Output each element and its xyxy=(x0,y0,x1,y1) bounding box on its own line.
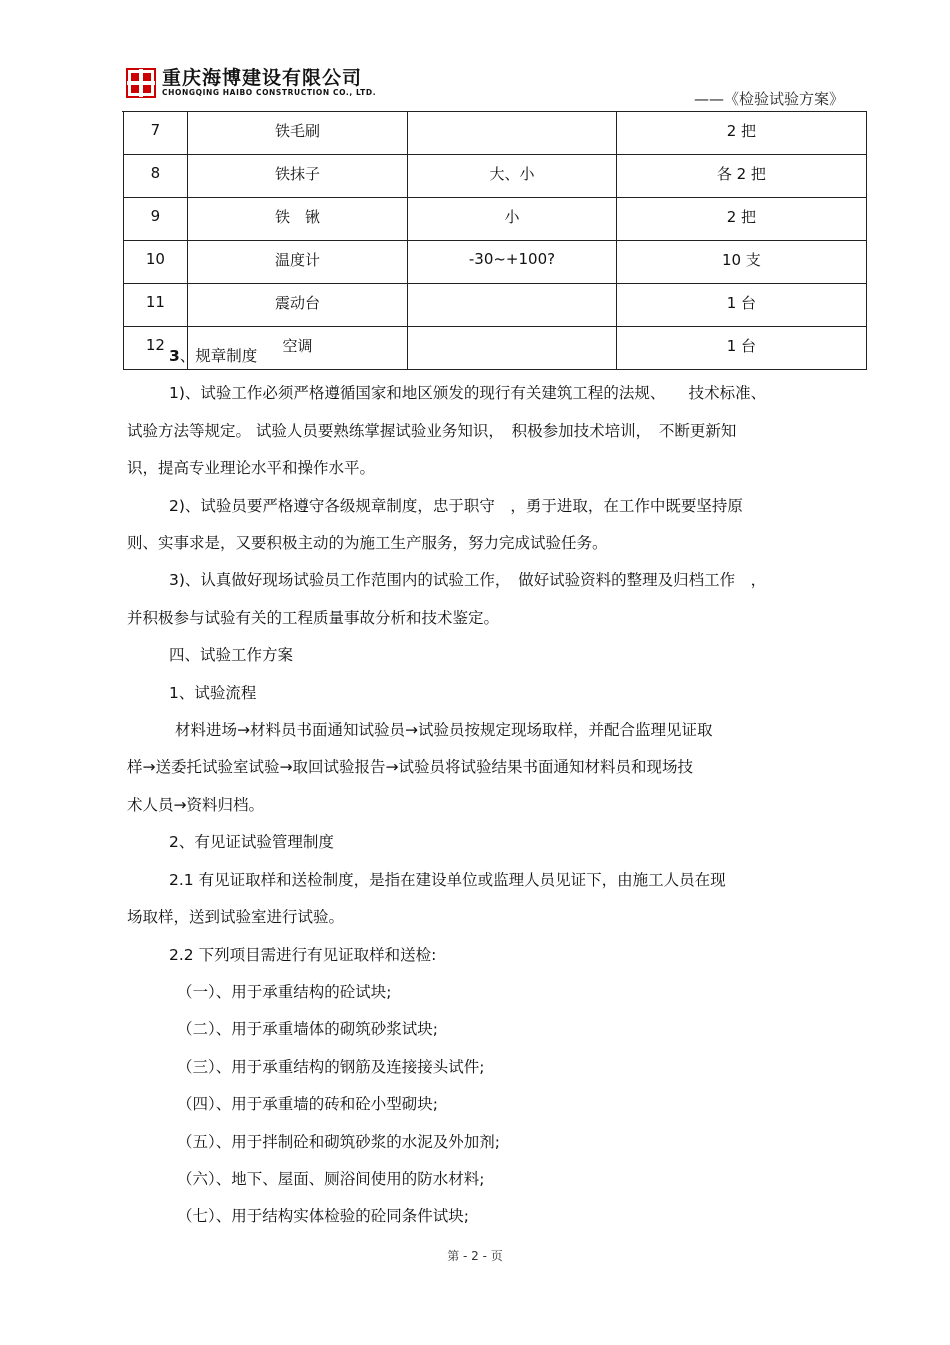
table-cell-name: 震动台 xyxy=(187,284,407,327)
paragraph-line: 则、实事求是，又要积极主动的为施工生产服务，努力完成试验任务。 xyxy=(127,534,608,553)
table-cell-quantity: 1 台 xyxy=(616,327,866,370)
section-heading xyxy=(127,338,851,375)
paragraph-line: 3)、认真做好现场试验员工作范围内的试验工作， 做好试验资料的整理及归档工作 ， xyxy=(169,571,767,590)
document-body xyxy=(127,338,851,1236)
table-row xyxy=(124,198,867,241)
table-cell-quantity: 1 台 xyxy=(616,284,866,327)
table-cell-spec: 大、小 xyxy=(408,155,617,198)
document-title: ——《检验试验方案》 xyxy=(693,90,844,108)
company-name-cn: 重庆海博建设有限公司 xyxy=(162,67,363,89)
subsection-heading: 1、试验流程 xyxy=(169,683,257,702)
table-cell-index: 7 xyxy=(124,112,188,155)
table-row xyxy=(124,284,867,327)
company-logo-icon xyxy=(126,68,156,98)
list-item: （七）、用于结构实体检验的砼同条件试块; xyxy=(177,1207,469,1226)
paragraph-line: 术人员→资料归档。 xyxy=(127,795,264,814)
section-heading: 四、试验工作方案 xyxy=(169,646,294,665)
table-cell-name: 铁 锹 xyxy=(187,198,407,241)
paragraph-line: 材料进场→材料员书面通知试验员→试验员按规定现场取样，并配合监理见证取 xyxy=(175,721,713,740)
paragraph-line: 试验方法等规定。 试验人员要熟练掌握试验业务知识， 积极参加技术培训， 不断更新知 xyxy=(127,421,737,440)
table-cell-quantity: 2 把 xyxy=(616,198,866,241)
list-item: （三）、用于承重结构的钢筋及连接接头试件; xyxy=(177,1057,485,1076)
page-number: 第 - 2 - 页 xyxy=(447,1249,503,1263)
subsection-heading: 2、有见证试验管理制度 xyxy=(169,833,334,852)
table-cell-spec xyxy=(408,112,617,155)
list-item: （六）、地下、屋面、厕浴间使用的防水材料; xyxy=(177,1169,485,1188)
paragraph-line: 1)、试验工作必须严格遵循国家和地区颁发的现行有关建筑工程的法规、 技术标准、 xyxy=(169,384,767,403)
paragraph-line: 样→送委托试验室试验→取回试验报告→试验员将试验结果书面通知材料员和现场技 xyxy=(127,758,693,777)
company-name-en: CHONGQING HAIBO CONSTRUCTION CO., LTD. xyxy=(162,88,377,97)
table-cell-name: 温度计 xyxy=(187,241,407,284)
table-row xyxy=(124,241,867,284)
section-title: 、规章制度 xyxy=(179,347,258,365)
table-cell-quantity: 各 2 把 xyxy=(616,155,866,198)
section-number: 3 xyxy=(169,347,180,365)
table-cell-index: 10 xyxy=(124,241,188,284)
paragraph-line: 2.2 下列项目需进行有见证取样和送检: xyxy=(169,945,437,964)
table-cell-spec: -30~+100? xyxy=(408,241,617,284)
table-cell-index: 11 xyxy=(124,284,188,327)
company-logo xyxy=(126,68,376,98)
table-cell-quantity: 10 支 xyxy=(616,241,866,284)
table-row xyxy=(124,155,867,198)
paragraph-line: 识，提高专业理论水平和操作水平。 xyxy=(127,459,376,478)
table-cell-spec xyxy=(408,284,617,327)
table-cell-index: 8 xyxy=(124,155,188,198)
paragraph-line: 2)、试验员要严格遵守各级规章制度，忠于职守 ，勇于进取，在工作中既要坚持原 xyxy=(169,496,743,515)
table-cell-name: 铁抹子 xyxy=(187,155,407,198)
table-cell-spec: 小 xyxy=(408,198,617,241)
equipment-table xyxy=(123,111,867,370)
paragraph-line: 场取样，送到试验室进行试验。 xyxy=(127,908,345,927)
table-cell-name: 铁毛刷 xyxy=(187,112,407,155)
table-cell-index: 9 xyxy=(124,198,188,241)
table-row xyxy=(124,112,867,155)
list-item: （四）、用于承重墙的砖和砼小型砌块; xyxy=(177,1095,438,1114)
paragraph-line: 2.1 有见证取样和送检制度，是指在建设单位或监理人员见证下，由施工人员在现 xyxy=(169,870,726,889)
table-cell-quantity: 2 把 xyxy=(616,112,866,155)
list-item: （一）、用于承重结构的砼试块; xyxy=(177,982,392,1001)
paragraph-line: 并积极参与试验有关的工程质量事故分析和技术鉴定。 xyxy=(127,608,500,627)
table-cell-index: 12 xyxy=(124,327,188,370)
list-item: （二）、用于承重墙体的砌筑砂浆试块; xyxy=(177,1020,438,1039)
page-header xyxy=(122,64,850,112)
table-cell-name: 空调 xyxy=(187,327,407,370)
list-item: （五）、用于拌制砼和砌筑砂浆的水泥及外加剂; xyxy=(177,1132,500,1151)
